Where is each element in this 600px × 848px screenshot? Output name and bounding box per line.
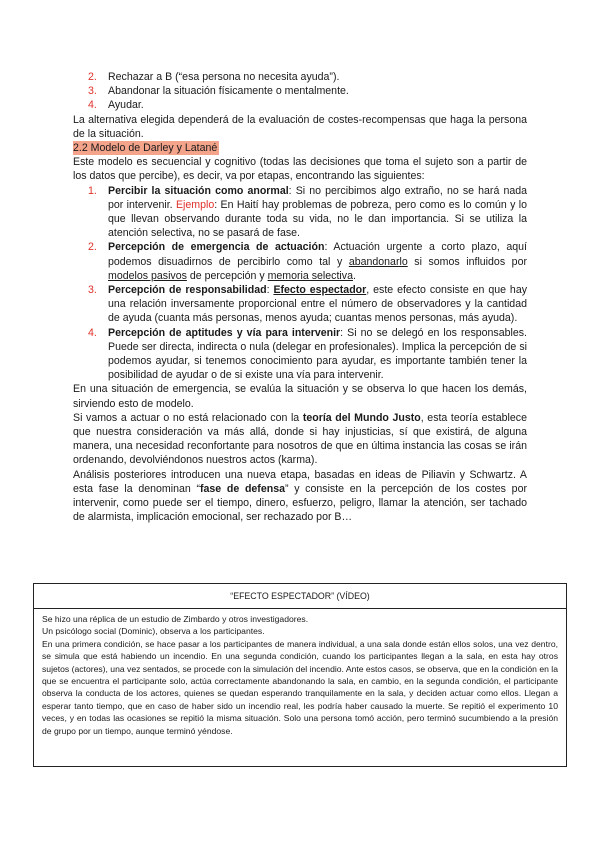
list-item: 4. Ayudar. — [88, 99, 144, 112]
stage-title: Percepción de emergencia de actuación — [108, 241, 325, 254]
stage-title: Percepción de aptitudes y vía para intervenir — [108, 326, 341, 339]
paragraph-mundo-justo: Si vamos a actuar o no está relacionado con la teoría del Mundo Justo, esta teoría establece que nuestra consideración va más allá, donde si hay injusticias, sí que existirá, de alguna manera, una necesidad reconfortante para nosotros de que en última instancia las cosas se irán ordenando, devolviéndonos nuestros actos (karma). — [73, 411, 527, 467]
list-item: 3. Abandonar la situación físicamente o mentalmente. — [88, 85, 349, 98]
video-box-body — [34, 609, 566, 737]
intro-list — [73, 70, 527, 113]
box-paragraph: Se hizo una réplica de un estudio de Zimbardo y otros investigadores. — [42, 614, 309, 624]
example-label: Ejemplo — [175, 198, 215, 211]
list-item: 2. Rechazar a B (“esa persona no necesita ayuda”). — [88, 71, 340, 83]
stage-item: 1. Percibir la situación como anormal: Si no percibimos algo extraño, no se hará nada por intervenir. Ejemplo: En Haití hay problemas de pobreza, pero como es lo común y lo que llevan observando durante toda su vida, no le dan importancia. Si se utiliza la atención selectiva, no se pasará de fase. — [88, 184, 528, 240]
paragraph-alternativa: La alternativa elegida dependerá de la evaluación de costes-recompensas que haga la persona de la situación. — [73, 113, 527, 140]
document-page — [73, 70, 527, 525]
stages-list — [73, 184, 527, 383]
paragraph-analisis: Análisis posteriores introducen una nueva etapa, basadas en ideas de Piliavin y Schwartz. A esta fase la denominan “fase de defensa” y consiste en la percepción de los costes por intervenir, como puede ser el tiempo, dinero, esfuerzo, peligro, llamar la atención, ser tachado de alarmista, implicación emocional, ser rechazado por B… — [73, 468, 527, 524]
video-box-title: “EFECTO ESPECTADOR” (VÍDEO) — [34, 584, 566, 609]
box-paragraph: Un psicólogo social (Dominic), observa a los participantes. — [42, 626, 265, 637]
paragraph-modelo: Este modelo es secuencial y cognitivo (todas las decisiones que toma el sujeto son a partir de los datos que percibe), es decir, va por etapas, encontrando las siguientes: — [73, 156, 527, 183]
effect-term: Efecto espectador — [273, 284, 367, 297]
stage-title: Percepción de responsabilidad — [108, 284, 267, 297]
paragraph-emergencia: En una situación de emergencia, se evalúa la situación y se observa lo que hacen los demás, sirviendo esto de modelo. — [73, 383, 527, 410]
section-heading: 2.2 Modelo de Darley y Latané — [73, 142, 218, 155]
stage-item: 3. Percepción de responsabilidad: Efecto espectador, este efecto consiste en que hay una relación inversamente proporcional entre el número de observadores y la cantidad de ayuda (cuanta más personas, menos ayuda; cuantas menos personas, más ayuda). — [88, 284, 528, 325]
box-paragraph: En una primera condición, se hace pasar a los participantes de manera individual, a una sala donde están ellos solos, una vez dentro, se simula que está habiendo un incendio. En una segunda condición, cuando los participantes llegan a la sala, en esta hay otros sujetos (actores), una vez sentados, se procede con la simulación del incendio. Ante estos casos, se observa, que en la condición en la que se encuentra el participante solo, actúa correctamente abandonando la sala, en cambio, en la segunda condición, el participante observa la conducta de los actores, quienes se quedan esperando tranquilamente en la sala, y deciden actuar como ellos. Llegan a esperar tanto tiempo, que en caso de haber sido un incendio real, les podría haber causado la muerte. Se repitió el experimento 10 veces, y en todas las ocasiones se repitió la misma situación. Solo una persona tomó acción, pero terminó sucumbiendo a la presión de grupo por un tiempo, aunque terminó yéndose. — [42, 638, 558, 736]
video-box — [33, 583, 567, 767]
stage-item: 2. Percepción de emergencia de actuación: Actuación urgente a corto plazo, aquí podemos disuadirnos de percibirlo como tal y abandonarlo si somos influidos por modelos pasivos de percepción y memoria selectiva. — [88, 241, 527, 282]
stage-item: 4. Percepción de aptitudes y vía para intervenir: Si no se delegó en los responsables. Puede ser directa, indirecta o nula (delegar en profesionales). Implica la percepción de si podemos ayudar, si tenemos conocimiento para ayudar, es importante también tener la posibilidad de ayudar o de si existe una vía para intervenir. — [88, 326, 527, 382]
stage-title: Percibir la situación como anormal — [108, 184, 289, 197]
